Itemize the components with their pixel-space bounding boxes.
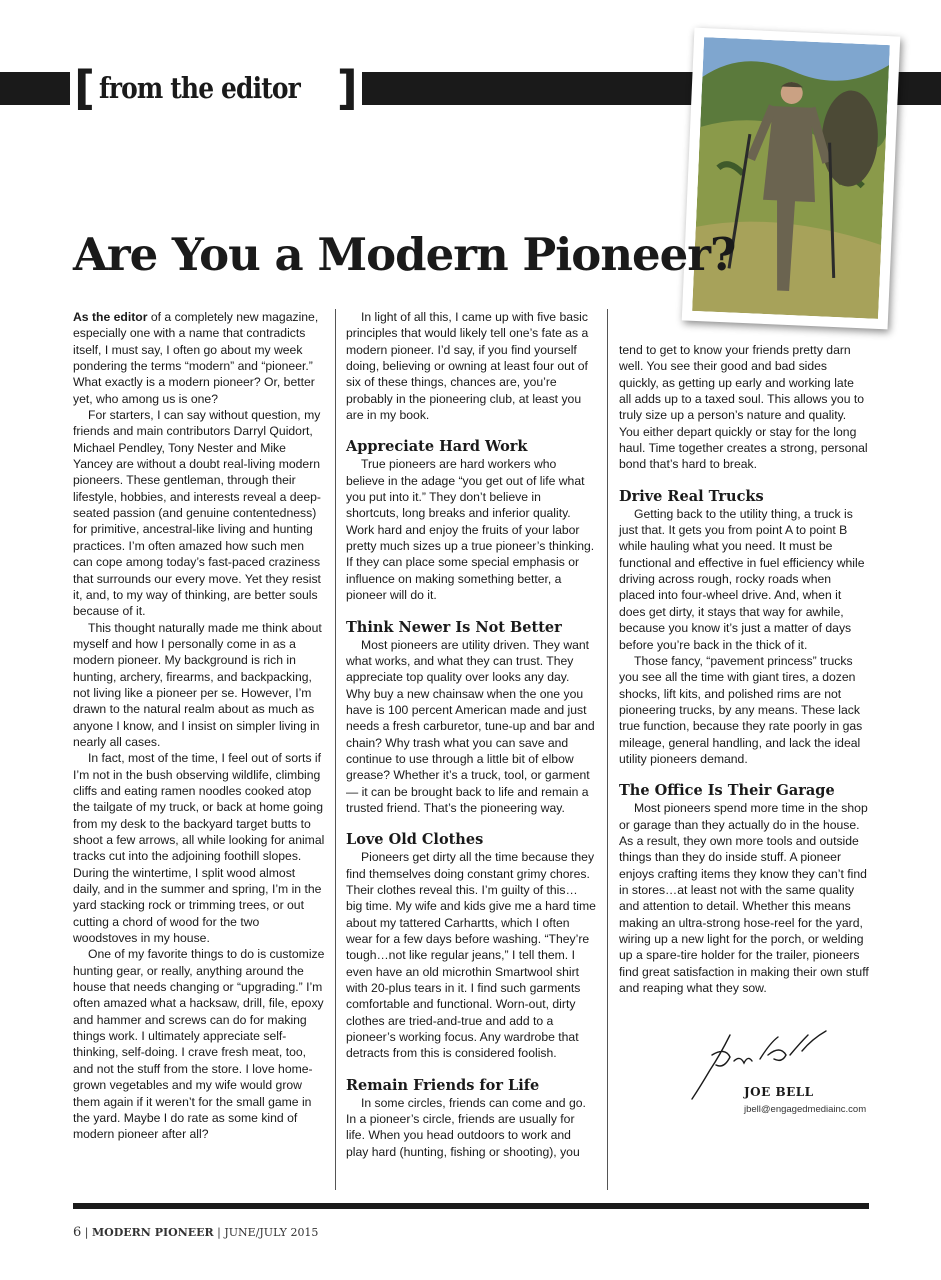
subhead: Remain Friends for Life [346,1076,540,1094]
paragraph: One of my favorite things to do is customize hunting gear, or really, anything around the house that needs changing or “upgrading.” I’m often amazed what a hacksaw, drill, file, epoxy and hammer and screws can do for making things work. I ultimately appreciate self-thinking, self-doing. I crave fresh meat, too, and not the stuff from the store. I love home-grown vegetables and my wife would grow them again if it weren’t for the small game in the yard. Maybe I do rate as some kind of modern pioneer after all? [73,947,325,1142]
paragraph: Most pioneers spend more time in the shop or garage than they actually do in the house. As a result, they own more tools and outside things than they do inside stuff. A pioneer enjoys crafting items they know they can’t find in stores…at least not with the same quality and attention to detail. Whether this means making an ultra-strong hose-reel for the yard, wiring up a new light for the porch, or welding up a spare-tire holder for the trailer, pioneers find great satisfaction in making their own stuff and reaping what they sow. [619,801,869,996]
subhead: Think Newer Is Not Better [346,618,562,636]
column-divider [335,309,336,1190]
paragraph-text: of a completely new magazine, especially one with a name that contradicts itself, I must say, I often go about my week pondering the terms “modern” and “pioneer.” What exactly is a modern pioneer? Or, better yet, who among us is one? [73,310,319,406]
right-bracket-icon: ] [336,61,358,115]
paragraph: This thought naturally made me think about myself and how I personally come in as a modern pioneer. My background is rich in hunting, archery, firearms, and backpacking, not living like a pioneer per se. However, I’m drawn to the natural realm about as much as anyone I know, and I insist on simpler living in nearly all cases. [73,620,322,749]
section-label [70,61,362,115]
page-footer [73,1225,318,1240]
paragraph: Getting back to the utility thing, a truck is just that. It gets you from point A to point B while hauling what you need. It must be functional and effective in fuel efficiency while driving across rough, rocky roads when placed into four-wheel drive. And, when it does get dirty, it stays that way for awhile, because you know it’s just a matter of days before you’re back in the thick of it. [619,506,865,652]
issue-date: JUNE/JULY 2015 [224,1226,319,1239]
left-bracket-icon: [ [74,61,96,115]
column-divider [607,309,608,1190]
paragraph: Pioneers get dirty all the time because they find themselves doing constant grimy chores. Their clothes reveal this. I’m guilty of this… big time. My wife and kids give me a hard time about my tattered Carhartts, which I often wear for a few days before washing. “They’re tough…not like regular jeans,” I tell them. I even have an old microthin Smartwool shirt with 20-plus tears in it. I find such garments comfortable and functional. Worn-out, dirty clothes are tried-and-true and add to a pioneer’s working focus. Any wardrobe that detracts from this is considered foolish. [346,850,596,1061]
footer-separator: | [81,1226,92,1239]
subhead: The Office Is Their Garage [619,782,835,800]
section-label-text: from the editor [99,71,300,105]
column-3 [619,342,869,996]
paragraph [73,309,325,407]
lead-in: As the editor [73,310,148,324]
paragraph: In fact, most of the time, I feel out of sorts if I’m not in the bush observing wildlife, climbing cliffs and eating ramen noodles cooked atop the tailgate of my truck, or back at home going from my desk to the backyard target butts to shoot a few arrows, all while looking for animal tracks cut into the adjoining foothill slopes. During the wintertime, I split wood almost daily, and in the summer and spring, I’m in the yard stacking rock or trimming trees, or out cutting a chord of wood for the two woodstoves in my house. [73,751,325,946]
subhead: Love Old Clothes [346,831,484,849]
paragraph: Most pioneers are utility driven. They want what works, and what they can trust. They appreciate top quality over looks any day. Why buy a new chainsaw when the one you have is 100 percent American made and just needs a fresh carburetor, tune-up and bar and chain? Why trash what you can save and continue to use through a little bit of elbow grease? Whether it’s a truck, tool, or garment — it can be brought back to life and remain a trusted friend. That’s the pioneering way. [346,637,595,815]
page-number: 6 [73,1225,82,1240]
paragraph: In some circles, friends can come and go. In a pioneer’s circle, friends are usually for life. When you head outdoors to work and play hard (hunting, fishing or shooting), you [346,1095,586,1159]
editor-photo [682,28,901,330]
paragraph: In light of all this, I came up with five basic principles that would likely tell one’s fate as a modern pioneer. I’d say, if you find yourself doing, believing or owning at least four out of six of these things, chances are, you’re probably in the pioneering club, at least you are in my book. [346,310,589,423]
paragraph: True pioneers are hard workers who believe in the adage “you get out of life what you put into it.” They don’t believe in shortcuts, long breaks and inferior quality. Work hard and enjoy the fruits of your labor pretty much sizes up a true pioneer’s thinking. If they can place some special emphasis or influence on making something better, a pioneer will do it. [346,457,595,603]
footer-bar [73,1203,869,1209]
signature-email[interactable]: jbell@engagedmediainc.com [744,1104,867,1115]
column-1 [73,309,325,1143]
subhead: Drive Real Trucks [619,487,764,505]
paragraph: tend to get to know your friends pretty darn well. You see their good and bad sides quickly, as getting up early and working late all adds up to a taxed soul. This allows you to truly size up a person’s nature and quality. You either depart quickly or stay for the long haul. Time together creates a strong, personal bond that’s hard to break. [619,343,868,472]
magazine-name: MODERN PIONEER [91,1226,214,1239]
headline: Are You a Modern Pioneer? [73,228,736,281]
paragraph: For starters, I can say without question, my friends and main contributors Darryl Quidort, Michael Pendley, Tony Nester and Mike Yancey are without a doubt real-living modern pioneers. These gentleman, through their lifestyle, hobbies, and interests reveal a deep-seated passion (and genuine contentedness) for primitive, ancestral-like living and hunting practices. I’m often amazed how such men can cope among today’s fast-paced craziness that surrounds our every move. Yet they resist it, and, to my way of thinking, are better souls because of it. [73,408,321,619]
subhead: Appreciate Hard Work [346,438,528,456]
signature-name: JOE BELL [744,1085,814,1099]
paragraph: Those fancy, “pavement princess” trucks you see all the time with giant tires, a dozen shocks, lift kits, and polished rims are not pioneering trucks, by any means. These lack true function, because they rate poorly in gas mileage, general handling, and lack the ideal utility pioneers demand. [619,653,863,766]
footer-separator: | [213,1226,225,1239]
column-2 [346,309,596,1160]
